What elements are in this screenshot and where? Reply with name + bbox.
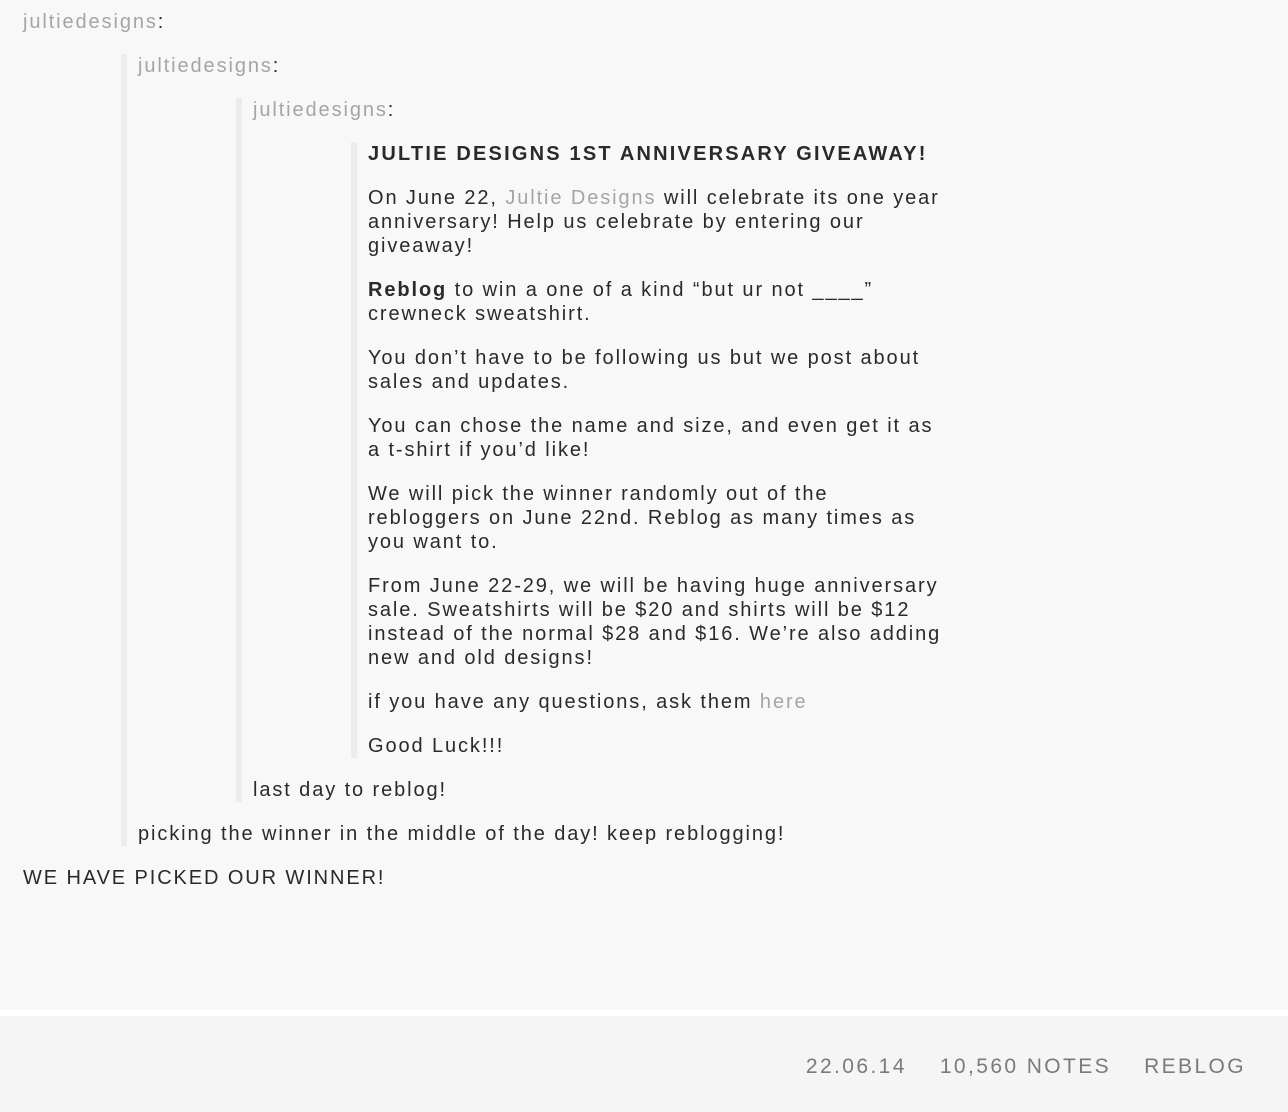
paragraph-reblog-prize: Reblog to win a one of a kind “but ur not ____” crewneck sweatshirt. [368, 279, 874, 325]
paragraph-following: You don’t have to be following us but we post about sales and updates. [368, 347, 921, 393]
paragraph-sale: From June 22-29, we will be having huge anniversary sale. Sweatshirts will be $20 and shirts will be $12 instead of the normal $28 and $16. We’re also adding new and old designs! [368, 575, 942, 669]
reblog-source-level3: jultiedesigns: [253, 99, 396, 121]
reblog-source-level1: jultiedesigns: [23, 11, 166, 33]
notes-count-link[interactable]: 10,560 NOTES [939, 1055, 1112, 1078]
post-footer [0, 1016, 1288, 1112]
post-meta [806, 1055, 1246, 1079]
comment-level3: last day to reblog! [253, 779, 447, 801]
paragraph-announcement: On June 22, Jultie Designs will celebrate its one year anniversary! Help us celebrate by entering our giveaway! [368, 187, 940, 257]
source-user-link[interactable]: jultiedesigns [23, 11, 158, 33]
post-content [23, 10, 943, 890]
source-user-link[interactable]: jultiedesigns [253, 99, 388, 121]
blockquote-original [351, 142, 943, 758]
source-user-link[interactable]: jultiedesigns [138, 55, 273, 77]
reblog-link[interactable]: REBLOG [1144, 1055, 1246, 1078]
giveaway-heading: JULTIE DESIGNS 1ST ANNIVERSARY GIVEAWAY! [368, 143, 928, 165]
post-date-link[interactable]: 22.06.14 [805, 1055, 907, 1078]
comment-level2: picking the winner in the middle of the day! keep reblogging! [138, 823, 786, 845]
blockquote-level2 [121, 54, 943, 846]
paragraph-name-size: You can chose the name and size, and even get it as a t-shirt if you’d like! [368, 415, 934, 461]
paragraph-questions: if you have any questions, ask them here [368, 691, 808, 713]
ask-here-link[interactable]: here [759, 691, 808, 713]
paragraph-good-luck: Good Luck!!! [368, 735, 505, 757]
jultie-designs-link[interactable]: Jultie Designs [505, 187, 657, 209]
comment-level1: WE HAVE PICKED OUR WINNER! [23, 867, 386, 889]
reblog-source-level2: jultiedesigns: [138, 55, 281, 77]
blockquote-level3 [236, 98, 943, 802]
paragraph-winner-pick: We will pick the winner randomly out of the rebloggers on June 22nd. Reblog as many times as you want to. [368, 483, 917, 553]
